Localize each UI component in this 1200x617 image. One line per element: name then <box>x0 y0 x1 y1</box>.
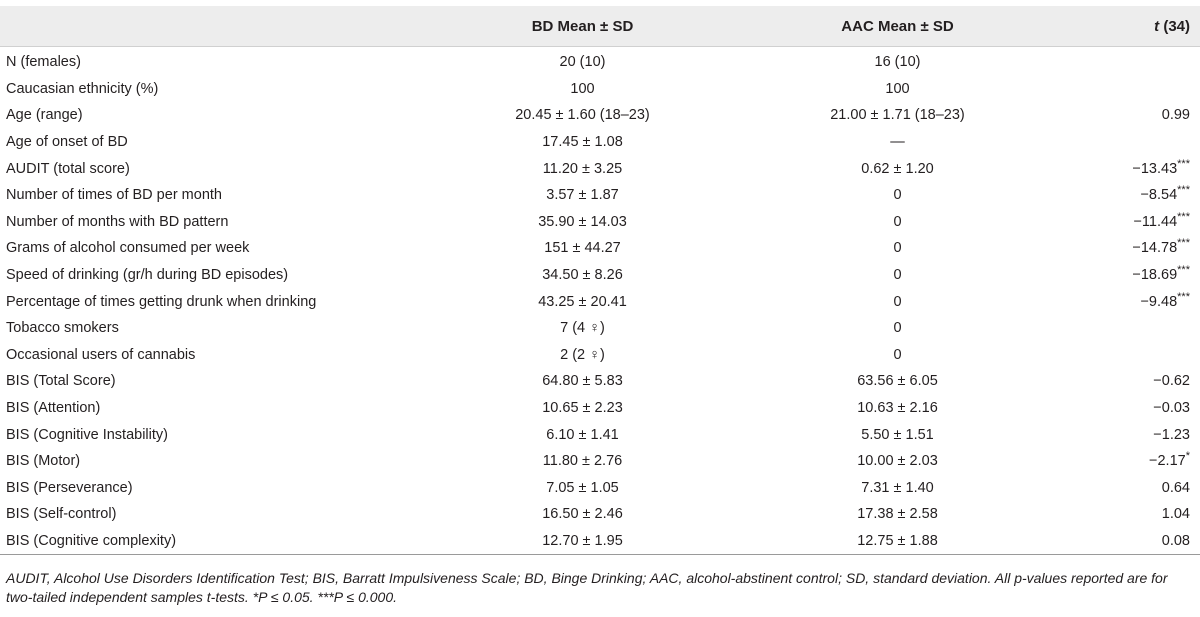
row-label <box>0 342 420 369</box>
row-label-value: Caucasian ethnicity (%) <box>6 80 159 97</box>
aac-value-cell-value: 100 <box>885 80 910 97</box>
t-value-cell-value: 0.64 <box>1161 479 1190 496</box>
bd-value-cell-value: 151 ± 44.27 <box>544 240 621 257</box>
table-header-row <box>0 6 1200 47</box>
table-row <box>0 395 1200 422</box>
t-value-cell-value: −1.23 <box>1153 426 1190 443</box>
bd-value-cell-value: 100 <box>570 80 595 97</box>
row-label-value: BIS (Perseverance) <box>6 479 133 496</box>
aac-value-cell <box>745 448 1050 475</box>
significance-marker: *** <box>1177 157 1190 170</box>
table-row <box>0 129 1200 156</box>
t-value-cell <box>1050 209 1200 236</box>
table-row <box>0 155 1200 182</box>
significance-marker: *** <box>1177 237 1190 250</box>
bd-value-cell-value: 20.45 ± 1.60 (18–23) <box>515 107 650 124</box>
t-value-cell-value: −14.78 <box>1132 240 1178 257</box>
t-value-cell-value: −13.43 <box>1132 160 1178 177</box>
significance-marker: *** <box>1177 290 1190 303</box>
bd-value-cell-value: 16.50 ± 2.46 <box>542 506 623 523</box>
t-value-cell <box>1050 155 1200 182</box>
row-label-value: Grams of alcohol consumed per week <box>6 240 250 257</box>
t-value-cell <box>1050 47 1200 76</box>
aac-value-cell <box>745 47 1050 76</box>
row-label <box>0 102 420 129</box>
bd-value-cell <box>420 262 745 289</box>
row-label <box>0 129 420 156</box>
row-label-value: Tobacco smokers <box>6 320 119 337</box>
table-row <box>0 262 1200 289</box>
demographics-table <box>0 6 1200 555</box>
header-bd-mean-sd: BD Mean ± SD <box>531 17 634 35</box>
table-row <box>0 501 1200 528</box>
significance-marker: *** <box>1177 211 1190 224</box>
aac-value-cell-value: 21.00 ± 1.71 (18–23) <box>830 107 965 124</box>
header-aac-mean-sd: AAC Mean ± SD <box>841 17 954 35</box>
aac-value-cell <box>745 262 1050 289</box>
bd-value-cell-value: 11.20 ± 3.25 <box>542 160 623 177</box>
table-row <box>0 448 1200 475</box>
aac-value-cell-value: 0 <box>893 267 902 284</box>
bd-value-cell-value: 2 (2 ♀) <box>560 346 605 363</box>
t-value-cell-value: −8.54 <box>1140 187 1178 204</box>
bd-value-cell-value: 35.90 ± 14.03 <box>538 213 627 230</box>
row-label-value: Number of months with BD pattern <box>6 213 229 230</box>
table-row <box>0 368 1200 395</box>
table-row <box>0 475 1200 502</box>
row-label-value: BIS (Cognitive Instability) <box>6 426 168 443</box>
t-value-cell <box>1050 182 1200 209</box>
bd-value-cell-value: 6.10 ± 1.41 <box>546 426 619 443</box>
aac-value-cell <box>745 475 1050 502</box>
row-label-value: Percentage of times getting drunk when drinking <box>6 293 317 310</box>
aac-value-cell <box>745 368 1050 395</box>
row-label <box>0 368 420 395</box>
aac-value-cell-value: 0.62 ± 1.20 <box>861 160 934 177</box>
row-label <box>0 421 420 448</box>
aac-value-cell <box>745 421 1050 448</box>
aac-value-cell-value: 0 <box>893 346 902 363</box>
table-row <box>0 47 1200 76</box>
row-label <box>0 501 420 528</box>
row-label-value: BIS (Attention) <box>6 400 101 417</box>
table-row <box>0 182 1200 209</box>
bd-value-cell <box>420 342 745 369</box>
row-label <box>0 76 420 103</box>
bd-value-cell-value: 7 (4 ♀) <box>560 320 605 337</box>
aac-value-cell-value: — <box>890 134 905 151</box>
aac-value-cell <box>745 528 1050 555</box>
aac-value-cell <box>745 102 1050 129</box>
table-row <box>0 102 1200 129</box>
t-value-cell-value: −9.48 <box>1140 293 1178 310</box>
header-label <box>0 6 420 47</box>
bd-value-cell-value: 12.70 ± 1.95 <box>542 532 623 549</box>
t-value-cell <box>1050 501 1200 528</box>
table-body <box>0 47 1200 555</box>
t-value-cell <box>1050 129 1200 156</box>
table-row <box>0 288 1200 315</box>
bd-value-cell <box>420 501 745 528</box>
t-value-cell <box>1050 395 1200 422</box>
aac-value-cell <box>745 129 1050 156</box>
bd-value-cell <box>420 155 745 182</box>
row-label <box>0 155 420 182</box>
row-label <box>0 235 420 262</box>
row-label-value: AUDIT (total score) <box>6 160 130 177</box>
t-value-cell <box>1050 315 1200 342</box>
t-value-cell <box>1050 448 1200 475</box>
t-value-cell-value: −0.03 <box>1153 400 1190 417</box>
aac-value-cell-value: 5.50 ± 1.51 <box>861 426 934 443</box>
bd-value-cell <box>420 448 745 475</box>
significance-marker: * <box>1185 450 1190 463</box>
bd-value-cell-value: 3.57 ± 1.87 <box>546 187 619 204</box>
bd-value-cell-value: 20 (10) <box>559 54 606 71</box>
aac-value-cell-value: 0 <box>893 320 902 337</box>
row-label <box>0 528 420 555</box>
row-label <box>0 315 420 342</box>
t-value-cell <box>1050 528 1200 555</box>
t-value-cell <box>1050 235 1200 262</box>
row-label-value: BIS (Self-control) <box>6 506 117 523</box>
row-label <box>0 182 420 209</box>
t-value-cell <box>1050 288 1200 315</box>
header-t-df: (34) <box>1159 17 1190 35</box>
aac-value-cell-value: 7.31 ± 1.40 <box>861 479 934 496</box>
table-row <box>0 209 1200 236</box>
bd-value-cell <box>420 76 745 103</box>
t-value-cell-value: 1.04 <box>1161 506 1190 523</box>
table-row <box>0 235 1200 262</box>
row-label <box>0 262 420 289</box>
row-label-value: Age (range) <box>6 107 83 124</box>
bd-value-cell <box>420 235 745 262</box>
t-value-cell-value: 0.08 <box>1161 532 1190 549</box>
t-value-cell <box>1050 102 1200 129</box>
table-row <box>0 342 1200 369</box>
aac-value-cell-value: 16 (10) <box>874 54 921 71</box>
bd-value-cell <box>420 421 745 448</box>
t-value-cell-value: −11.44 <box>1133 213 1178 230</box>
aac-value-cell-value: 10.63 ± 2.16 <box>857 400 938 417</box>
aac-value-cell-value: 0 <box>893 293 902 310</box>
bd-value-cell <box>420 47 745 76</box>
aac-value-cell <box>745 182 1050 209</box>
row-label-value: Speed of drinking (gr/h during BD episodes) <box>6 267 289 284</box>
t-value-cell <box>1050 475 1200 502</box>
aac-value-cell <box>745 209 1050 236</box>
bd-value-cell <box>420 368 745 395</box>
t-value-cell <box>1050 262 1200 289</box>
t-value-cell-value: −0.62 <box>1153 373 1190 390</box>
t-value-cell-value: 0.99 <box>1161 107 1190 124</box>
row-label <box>0 395 420 422</box>
t-value-cell <box>1050 368 1200 395</box>
bd-value-cell <box>420 182 745 209</box>
bd-value-cell <box>420 288 745 315</box>
row-label <box>0 475 420 502</box>
aac-value-cell <box>745 155 1050 182</box>
header-t-statistic <box>1050 6 1200 47</box>
bd-value-cell-value: 64.80 ± 5.83 <box>542 373 623 390</box>
bd-value-cell <box>420 209 745 236</box>
row-label <box>0 288 420 315</box>
aac-value-cell-value: 63.56 ± 6.05 <box>857 373 938 390</box>
aac-value-cell-value: 0 <box>893 213 902 230</box>
bd-value-cell <box>420 102 745 129</box>
bd-value-cell-value: 34.50 ± 8.26 <box>542 267 623 284</box>
significance-marker: *** <box>1177 184 1190 197</box>
aac-value-cell <box>745 395 1050 422</box>
bd-value-cell-value: 11.80 ± 2.76 <box>542 453 623 470</box>
bd-value-cell <box>420 315 745 342</box>
aac-value-cell-value: 12.75 ± 1.88 <box>857 532 938 549</box>
bd-value-cell <box>420 528 745 555</box>
t-value-cell <box>1050 76 1200 103</box>
row-label-value: Age of onset of BD <box>6 134 128 151</box>
table-row <box>0 421 1200 448</box>
table-row <box>0 528 1200 555</box>
row-label-value: Occasional users of cannabis <box>6 346 196 363</box>
aac-value-cell <box>745 315 1050 342</box>
significance-marker: *** <box>1177 264 1190 277</box>
bd-value-cell <box>420 129 745 156</box>
row-label <box>0 47 420 76</box>
t-value-cell-value: −2.17 <box>1149 453 1186 470</box>
table-row <box>0 315 1200 342</box>
bd-value-cell-value: 43.25 ± 20.41 <box>538 293 627 310</box>
aac-value-cell-value: 10.00 ± 2.03 <box>857 453 938 470</box>
table-footnote: AUDIT, Alcohol Use Disorders Identification Test; BIS, Barratt Impulsiveness Scale; BD, Binge Drinking; AAC, alcohol-abstinent control; SD, standard deviation. All p-values reported are for two-tailed independent samples t-tests. *P ≤ 0.05. ***P ≤ 0.000. <box>6 570 1168 605</box>
row-label <box>0 448 420 475</box>
t-value-cell <box>1050 342 1200 369</box>
aac-value-cell <box>745 76 1050 103</box>
aac-value-cell-value: 17.38 ± 2.58 <box>857 506 938 523</box>
bd-value-cell <box>420 395 745 422</box>
aac-value-cell <box>745 501 1050 528</box>
bd-value-cell-value: 17.45 ± 1.08 <box>542 134 623 151</box>
bd-value-cell <box>420 475 745 502</box>
aac-value-cell-value: 0 <box>893 187 902 204</box>
row-label-value: BIS (Total Score) <box>6 373 116 390</box>
aac-value-cell <box>745 235 1050 262</box>
row-label-value: N (females) <box>6 54 81 71</box>
aac-value-cell <box>745 342 1050 369</box>
header-t-symbol: t <box>1154 17 1160 35</box>
row-label-value: Number of times of BD per month <box>6 187 222 204</box>
table-row <box>0 76 1200 103</box>
aac-value-cell <box>745 288 1050 315</box>
row-label <box>0 209 420 236</box>
t-value-cell-value: −18.69 <box>1132 267 1178 284</box>
bd-value-cell-value: 7.05 ± 1.05 <box>546 479 619 496</box>
row-label-value: BIS (Cognitive complexity) <box>6 532 177 549</box>
bd-value-cell-value: 10.65 ± 2.23 <box>542 400 623 417</box>
t-value-cell <box>1050 421 1200 448</box>
row-label-value: BIS (Motor) <box>6 453 81 470</box>
aac-value-cell-value: 0 <box>893 240 902 257</box>
